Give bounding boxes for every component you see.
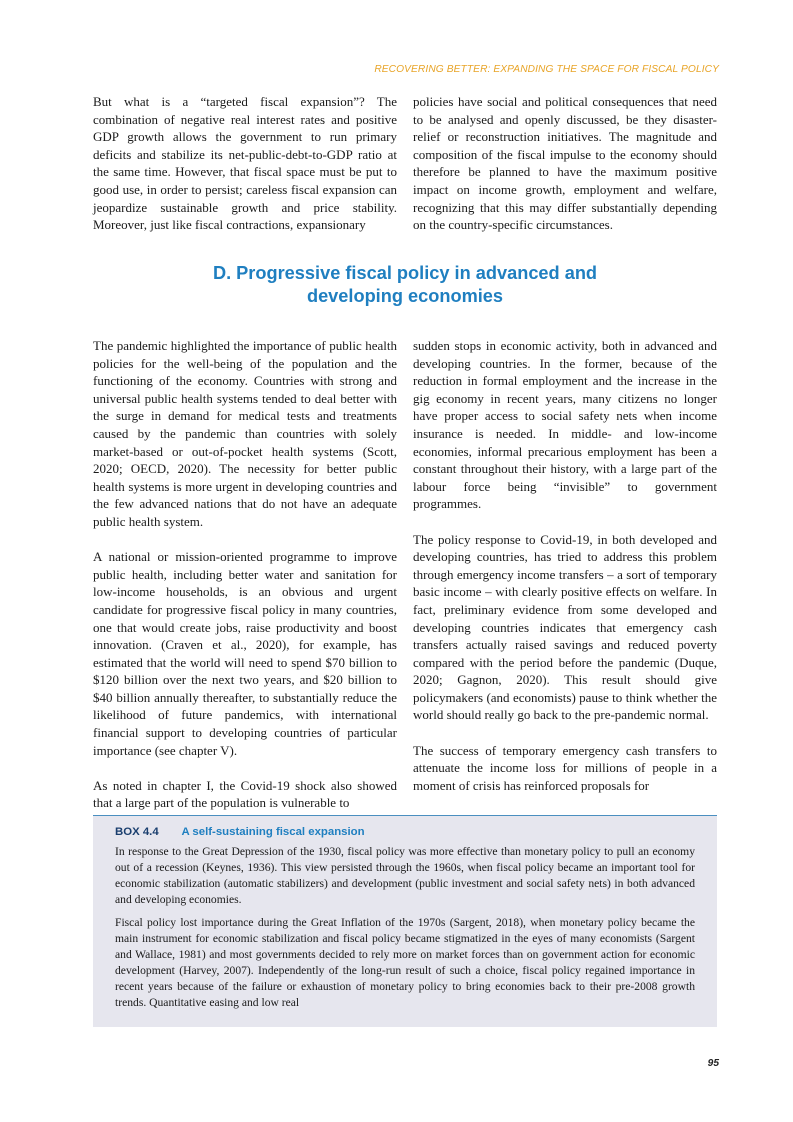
box-title: A self-sustaining fiscal expansion	[181, 826, 365, 838]
paragraph: As noted in chapter I, the Covid-19 shock also showed that a large part of the population is vulnerable to	[93, 777, 397, 811]
section-heading-line-1: D. Progressive fiscal policy in advanced and	[212, 263, 598, 283]
top-left-column	[93, 93, 397, 234]
paragraph: The pandemic highlighted the importance of public health policies for the well-being of the population and the functioning of the economy. Countries with strong and universal public health systems tended to deal better with the surge in demand for medical tests and treatments caused by the pandemic than countries with solely market-based or out-of-pocket health systems (Scott, 2020; OECD, 2020). The necessity for better public health systems is more urgent in developing countries and the few advanced nations that do not have an adequate public health system.	[93, 338, 397, 529]
top-right-column	[413, 93, 717, 234]
paragraph: A national or mission-oriented programme to improve public health, including better water and sanitation for low-income households, is an obvious and urgent candidate for progressive fiscal policy in many countries, one that would create jobs, raise productivity and boost innovation. (Craven et al., 2020), for example, has estimated that the world will need to spend $70 billion to $120 billion over the next two years, and $20 billion to $40 billion annually thereafter, to substantially reduce the likelihood of future pandemics, with international financial support to developing countries of particular importance (see chapter V).	[93, 549, 397, 758]
running-header: RECOVERING BETTER: EXPANDING THE SPACE FOR FISCAL POLICY	[374, 64, 719, 75]
box-header	[115, 824, 695, 844]
box-label: BOX 4.4	[115, 826, 159, 838]
box-paragraph: Fiscal policy lost importance during the Great Inflation of the 1970s (Sargent, 2018), when monetary policy became the main instrument for economic stabilization and fiscal policy became stigmatized in the eyes of many economists (Sargent and Wallace, 1981) and most governments decided to rely more on market forces than on government action for economic development (Harvey, 2007). Independently of the long-run result of such a choice, fiscal policy regained importance in recent years because of the failure or exhaustion of monetary policy to bring economies back to their pre-2008 growth trends. Quantitative easing and low real	[115, 916, 695, 1009]
box-4-4	[93, 815, 717, 1027]
section-heading-line-2: developing economies	[306, 286, 504, 306]
paragraph: But what is a “targeted fiscal expansion”? The combination of negative real interest rates and positive GDP growth allows the government to run primary deficits and stabilize its net-public-debt-to-GDP ratio at the same time. However, that fiscal space must be put to good use, in order to persist; careless fiscal expansion can jeopardize sustainable growth and price stability. Moreover, just like fiscal contractions, expansionary	[93, 94, 397, 233]
paragraph: sudden stops in economic activity, both in advanced and developing countries. In the former, because of the reduction in formal employment and the increase in the gig economy in recent years, many citizens no longer have proper access to social safety nets when income insurance is needed. In middle- and low-income economies, informal precarious employment has been a constant throughout their history, with a large part of the labour force being “invisible” to government programmes.	[413, 338, 717, 512]
section-heading	[93, 262, 717, 308]
main-text-columns	[93, 337, 717, 812]
main-left-column	[93, 337, 397, 812]
box-paragraph: In response to the Great Depression of the 1930, fiscal policy was more effective than monetary policy to pull an economy out of a recession (Keynes, 1936). This view persisted through the 1960s, when fiscal policy became an important tool for economic stabilization (automatic stabilizers) and development (public investment and social safety nets) in both advanced and developing economies.	[115, 845, 695, 906]
paragraph: The policy response to Covid-19, in both developed and developing countries, has tried to address this problem through emergency income transfers – a sort of temporary basic income – with clearly positive effects on welfare. In fact, preliminary evidence from some developed and developing countries indicates that emergency cash transfers actually raised savings and reduced poverty compared with the period before the pandemic (Duque, 2020; Gagnon, 2020). This result should give policymakers (and economists) pause to think whether the world should really go back to the pre-pandemic normal.	[413, 531, 717, 723]
top-text-columns	[93, 93, 717, 234]
main-right-column	[413, 337, 717, 812]
page-number: 95	[707, 1058, 719, 1069]
paragraph: policies have social and political consequences that need to be analysed and openly discussed, be they disaster-relief or reconstruction initiatives. The magnitude and composition of the fiscal impulse to the economy should therefore be planned to have the maximum positive impact on income growth, employment and welfare, recognizing that this may differ substantially depending on the country-specific circumstances.	[413, 94, 717, 233]
paragraph: The success of temporary emergency cash transfers to attenuate the income loss for millions of people in a moment of crisis has reinforced proposals for	[413, 742, 717, 793]
